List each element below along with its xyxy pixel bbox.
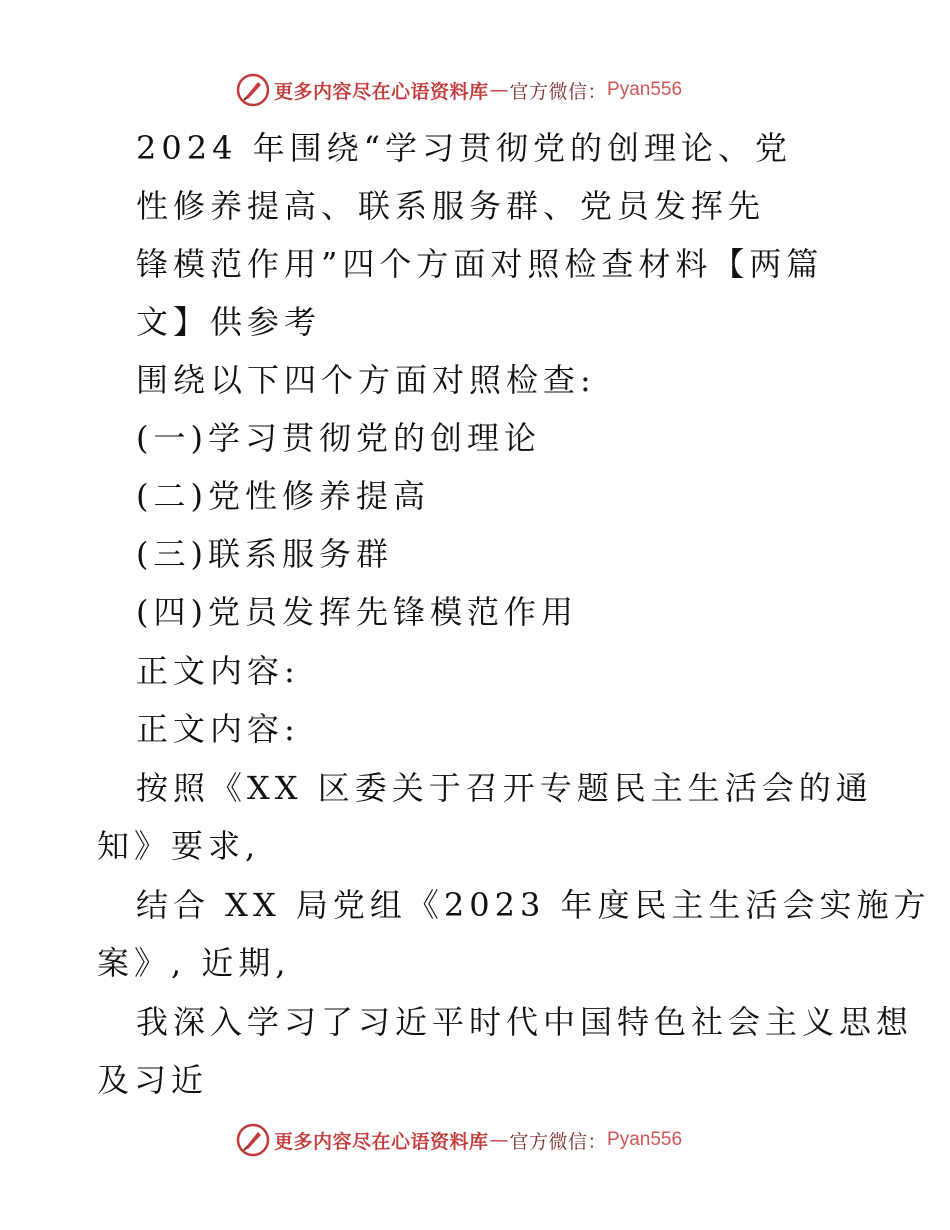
header-watermark xyxy=(236,73,682,107)
paragraph-line-4: 案》, 近期, xyxy=(97,944,291,982)
title-line-2: 性修养提高、联系服务群、党员发挥先 xyxy=(136,187,766,225)
section-label-1: 正文内容: xyxy=(136,652,300,690)
paragraph-line-3: 结合 XX 局党组《2023 年度民主生活会实施方 xyxy=(136,886,931,924)
watermark-wechat-label: 官方微信： xyxy=(509,1130,608,1153)
watermark-dash: — xyxy=(489,1129,509,1151)
intro-line: 围绕以下四个方面对照检查: xyxy=(136,361,596,399)
list-item-4: (四)党员发挥先锋模范作用 xyxy=(136,593,578,631)
watermark-wechat-label: 官方微信： xyxy=(509,80,608,103)
paragraph-line-2: 知》要求, xyxy=(97,827,261,865)
paragraph-line-1: 按照《XX 区委关于召开专题民主生活会的通 xyxy=(136,769,873,807)
quill-pen-seal-icon xyxy=(236,73,270,107)
title-line-1: 2024 年围绕“学习贯彻党的创理论、党 xyxy=(136,129,792,167)
paragraph-line-6: 及习近 xyxy=(97,1061,209,1099)
list-item-3: (三)联系服务群 xyxy=(136,535,393,573)
watermark-main-text: 更多内容尽在心语资料库 xyxy=(274,1130,489,1153)
section-label-2: 正文内容: xyxy=(136,710,300,748)
watermark-dash: — xyxy=(489,79,509,101)
footer-watermark xyxy=(236,1123,682,1157)
list-item-1: (一)学习贯彻党的创理论 xyxy=(136,419,541,457)
watermark-wechat-id: Pyan556 xyxy=(607,1129,683,1150)
watermark-main-text: 更多内容尽在心语资料库 xyxy=(274,80,489,103)
paragraph-line-5: 我深入学习了习近平时代中国特色社会主义思想 xyxy=(136,1003,914,1041)
list-item-2: (二)党性修养提高 xyxy=(136,477,430,515)
title-line-3: 锋模范作用”四个方面对照检查材料【两篇 xyxy=(136,245,824,283)
quill-pen-seal-icon xyxy=(236,1123,270,1157)
watermark-wechat-id: Pyan556 xyxy=(607,79,683,100)
title-line-4: 文】供参考 xyxy=(136,303,322,341)
